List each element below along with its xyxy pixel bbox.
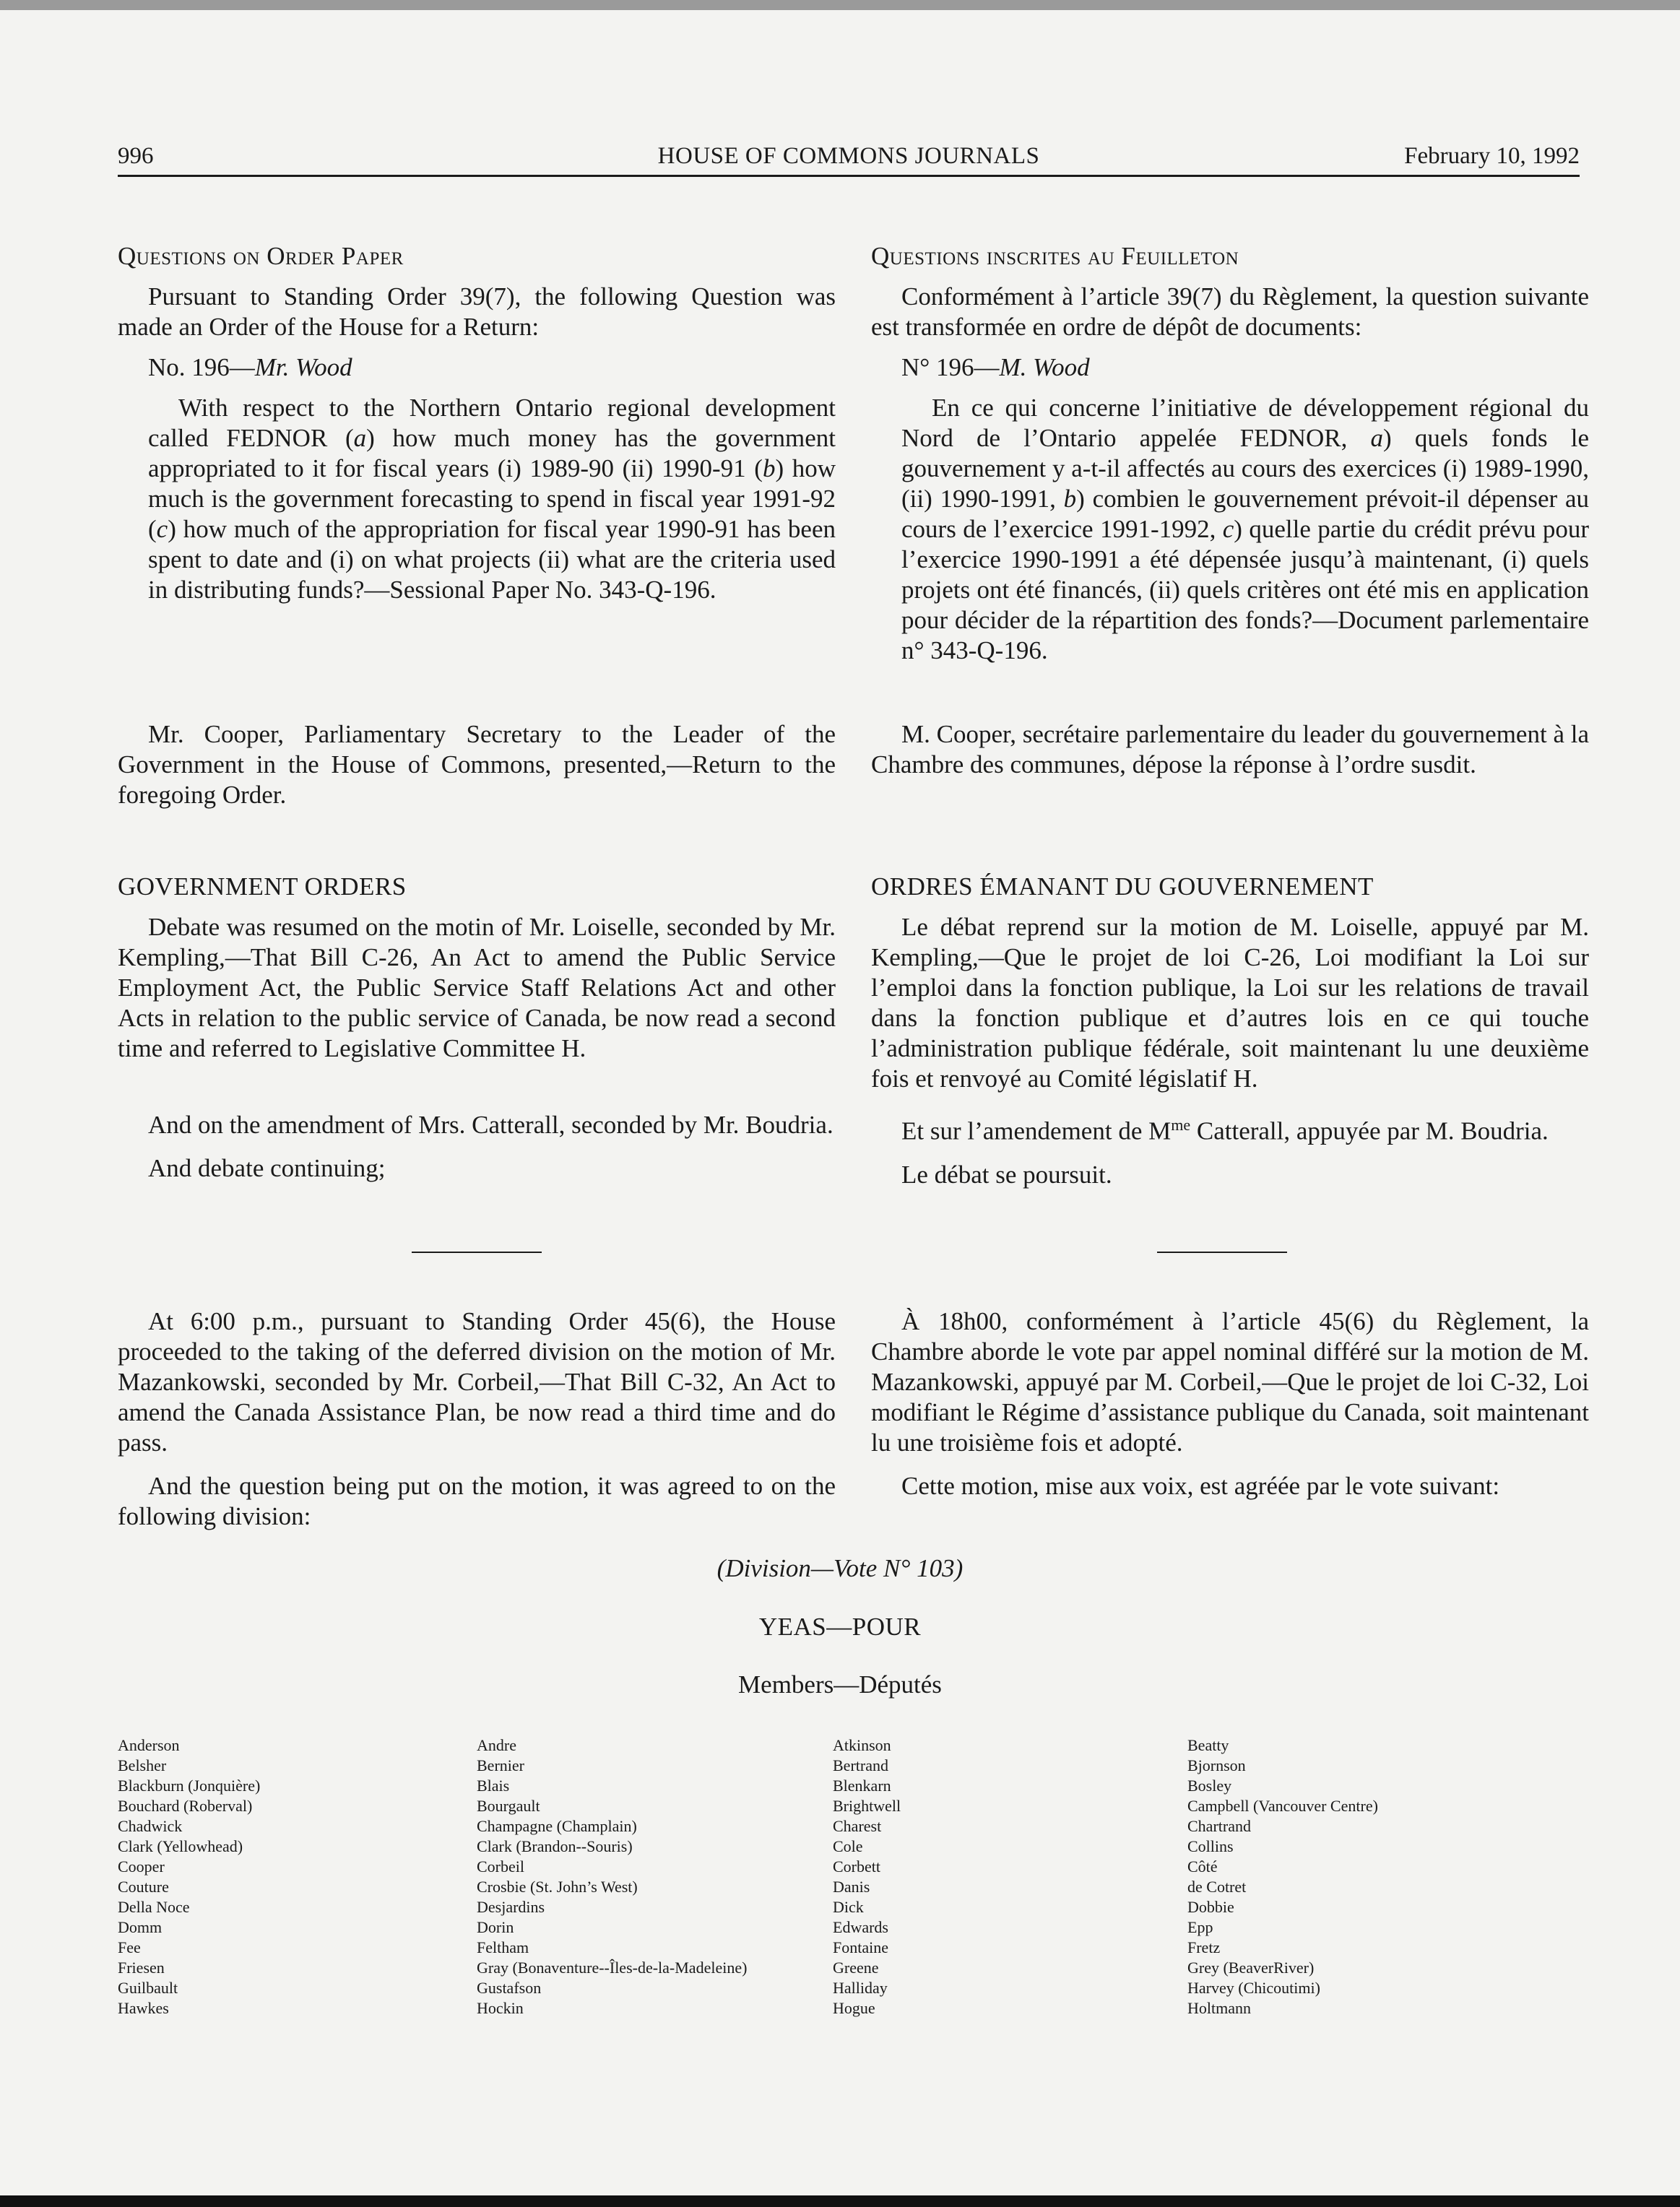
member-name: Guilbault [118,1979,178,1997]
member-name: Blenkarn [833,1777,891,1795]
member-name: Clark (Yellowhead) [118,1837,243,1855]
member-name: Fee [118,1938,141,1956]
en-question-text: With respect to the Northern Ontario regional development called FEDNOR (a) how much money has the government appropriated to it for fiscal years (i) 1989-90 (ii) 1990-91 (b) how much is the government forecasting to spend in fiscal year 1991-92 (c) how much of the appropriation for fiscal year 1990-91 has been spent to date and (i) on what projects (ii) what are the criteria used in distributing funds?—Sessional Paper No. 343-Q-196. [148,394,836,604]
member-name: Della Noce [118,1898,190,1916]
member-name: Gray (Bonaventure--Îles-de-la-Madeleine) [477,1959,748,1977]
member-name: Beatty [1187,1736,1229,1754]
member-name: Fontaine [833,1938,888,1956]
member-name: Cooper [118,1857,165,1876]
member-name: Danis [833,1878,870,1896]
member-name: Hogue [833,1999,875,2017]
member-name: Hockin [477,1999,524,2017]
fr-return-block [871,719,1589,780]
fr-qop-section [871,241,1589,666]
fr-question-number: N° 196—M. Wood [901,353,1090,381]
scan-top-edge [0,0,1680,10]
en-deferred-text: At 6:00 p.m., pursuant to Standing Order 45(6), the House proceeded to the taking of the deferred division on the motion of Mr. Mazankowski, seconded by Mr. Corbeil,—That Bill C-32, An Act to amend the Canada Assistance Plan, be now read a third time and do pass. [118,1307,836,1457]
member-name: Bjornson [1187,1756,1246,1774]
en-qop-section [118,241,836,605]
member-name: Champagne (Champlain) [477,1817,637,1835]
members-column-1 [118,1735,260,2019]
member-name: Domm [118,1918,163,1936]
member-name: Fretz [1187,1938,1221,1956]
member-name: Feltham [477,1938,529,1956]
scan-bottom-edge [0,2195,1680,2207]
member-name: Cole [833,1837,863,1855]
member-name: Holtmann [1187,1999,1251,2017]
members-column-3 [833,1735,901,2019]
member-name: Epp [1187,1918,1213,1936]
en-return-block [118,719,836,810]
member-name: Chartrand [1187,1817,1251,1835]
member-name: Collins [1187,1837,1234,1855]
member-name: Bernier [477,1756,524,1774]
en-question-put-text: And the question being put on the motion, it was agreed to on the following division: [118,1472,836,1530]
en-gov-heading: GOVERNMENT ORDERS [118,872,407,901]
member-name: Friesen [118,1959,165,1977]
fr-deferred-block [871,1306,1589,1501]
fr-gov-section [871,872,1589,1094]
fr-qop-intro: Conformément à l’article 39(7) du Règlement, la question suivante est transformée en ordre de dépôt de documents: [871,282,1589,341]
member-name: Anderson [118,1736,180,1754]
fr-separator-rule [1157,1252,1287,1253]
member-name: de Cotret [1187,1878,1247,1896]
member-name: Belsher [118,1756,167,1774]
journal-title: HOUSE OF COMMONS JOURNALS [657,143,1040,169]
fr-amendment-text: Et sur l’amendement de $M^{me}$ Catterall, appuyée par M. Boudria. [901,1116,1549,1145]
member-name: Edwards [833,1918,888,1936]
member-name: Corbeil [477,1857,524,1876]
member-name: Dorin [477,1918,514,1936]
member-name: Harvey (Chicoutimi) [1187,1979,1320,1997]
member-name: Bouchard (Roberval) [118,1797,253,1815]
en-return-text: Mr. Cooper, Parliamentary Secretary to the Leader of the Government in the House of Commons, presented,—Return to the foregoing Order. [118,720,836,809]
member-name: Andre [477,1736,516,1754]
member-name: Gustafson [477,1979,542,1997]
member-name: Couture [118,1878,169,1896]
en-amendment-text: And on the amendment of Mrs. Catterall, seconded by Mr. Boudria. [148,1111,833,1139]
division-label: (Division—Vote N° 103) [716,1554,964,1582]
member-name: Corbett [833,1857,880,1876]
en-question-number: No. 196—Mr. Wood [148,353,352,381]
member-name: Charest [833,1817,882,1835]
fr-return-text: M. Cooper, secrétaire parlementaire du leader du gouvernement à la Chambre des communes, dépose la réponse à l’ordre susdit. [871,720,1589,779]
fr-question-put-text: Cette motion, mise aux voix, est agréée par le vote suivant: [901,1472,1500,1500]
member-name: Chadwick [118,1817,183,1835]
member-name: Halliday [833,1979,888,1997]
members-heading: Members—Députés [738,1670,942,1699]
fr-debate-text: Le débat reprend sur la motion de M. Loiselle, appuyé par M. Kempling,—Que le projet de loi C-26, Loi modifiant la Loi sur l’emploi dans la fonction publique, la Loi sur les relations de travail dans la fonction publique et d’autres lois en ce qui touche l’administration publique fédérale, soit maintenant lu une deuxième fois et renvoyé au Comité législatif H. [871,913,1589,1093]
member-name: Desjardins [477,1898,545,1916]
members-column-2 [477,1735,747,2019]
member-name: Crosbie (St. John’s West) [477,1878,638,1896]
fr-deferred-text: À 18h00, conformément à l’article 45(6) du Règlement, la Chambre aborde le vote par appel nominal différé sur la motion de M. Mazankowski, appuyé par M. Corbeil,—Que le projet de loi C-32, Loi modifiant le Régime d’assistance publique du Canada, soit maintenant lu une troisième fois et adopté. [871,1307,1589,1457]
member-name: Grey (BeaverRiver) [1187,1959,1315,1977]
fr-qop-heading: Questions inscrites au Feuilleton [871,242,1239,270]
member-name: Brightwell [833,1797,901,1815]
header-rule [118,175,1580,177]
member-name: Bourgault [477,1797,540,1815]
en-continuing-text: And debate continuing; [148,1154,386,1182]
member-name: Bosley [1187,1777,1232,1795]
member-name: Côté [1187,1857,1218,1876]
member-name: Atkinson [833,1736,891,1754]
page-number: 996 [118,143,154,169]
en-debate-text: Debate was resumed on the motin of Mr. Loiselle, seconded by Mr. Kempling,—That Bill C-26, An Act to amend the Public Service Employment Act, the Public Service Staff Relations Act and other Acts in relation to the public service of Canada, be now read a second time and referred to Legislative Committee H. [118,913,836,1062]
fr-amendment-block [871,1110,1589,1190]
member-name: Blais [477,1777,510,1795]
member-name: Blackburn (Jonquière) [118,1777,261,1795]
en-qop-intro: Pursuant to Standing Order 39(7), the following Question was made an Order of the House for a Return: [118,282,836,341]
fr-gov-heading: ORDRES ÉMANANT DU GOUVERNEMENT [871,872,1374,901]
member-name: Dobbie [1187,1898,1234,1916]
member-name: Clark (Brandon--Souris) [477,1837,633,1855]
en-qop-heading: Questions on Order Paper [118,242,404,270]
en-amendment-block [118,1110,836,1184]
yeas-heading: YEAS—POUR [758,1613,922,1641]
member-name: Campbell (Vancouver Centre) [1187,1797,1378,1815]
member-name: Greene [833,1959,879,1977]
members-column-4 [1187,1735,1378,2019]
fr-continuing-text: Le débat se poursuit. [901,1160,1112,1189]
page-date: February 10, 1992 [1404,143,1580,169]
page-header [118,143,1580,179]
en-separator-rule [412,1252,542,1253]
en-gov-section [118,872,836,1064]
member-name: Dick [833,1898,864,1916]
en-deferred-block [118,1306,836,1532]
member-name: Hawkes [118,1999,169,2017]
fr-question-text: En ce qui concerne l’initiative de développement régional du Nord de l’Ontario appelée FEDNOR, a) quels fonds le gouvernement y a-t-il affectés au cours des exercices (i) 1989-1990, (ii) 1990-1991, b) combien le gouvernement prévoit-il dépenser au cours de l’exercice 1991-1992, c) quelle partie du crédit prévu pour l’exercice 1990-1991 a été dépensée jusqu’à maintenant, (i) quels projets ont été financés, (ii) quels critères ont été mis en application pour décider de la répartition des fonds?—Document parlementaire n° 343-Q-196. [901,394,1590,664]
member-name: Bertrand [833,1756,888,1774]
